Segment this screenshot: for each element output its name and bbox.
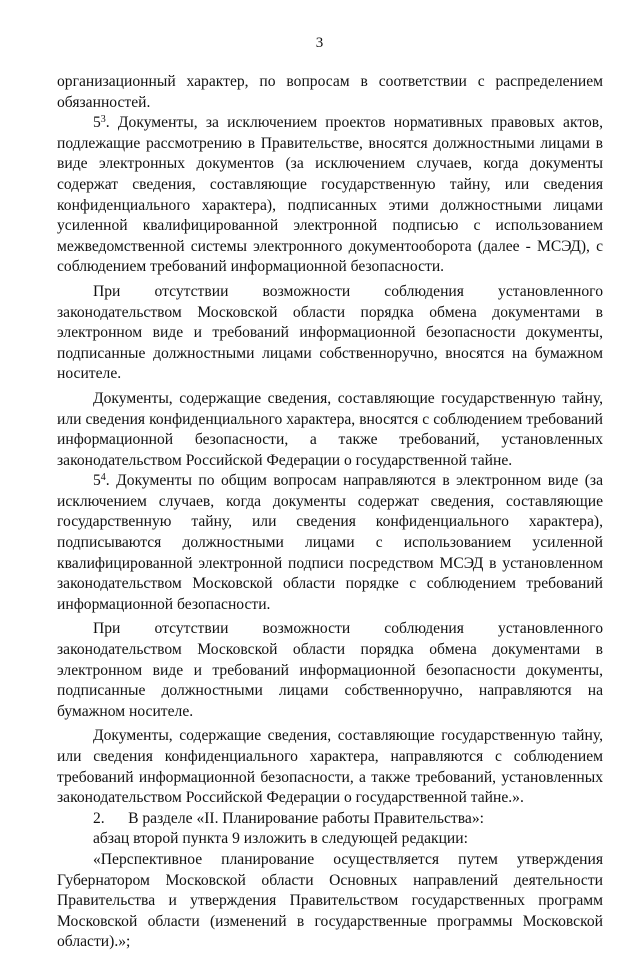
item-superscript: 4 — [100, 472, 106, 484]
paragraph — [57, 389, 603, 471]
paragraph-text: абзац второй пункта 9 изложить в следующей редакции: — [93, 830, 468, 848]
paragraph-text: Документы, содержащие сведения, составляющие государственную тайну, или сведения конфиденциального характера, направляются с соблюдением требований информационной безопасности, а также требований, установленных законодательством Российской Федерации о государственной тайне.». — [57, 727, 603, 807]
paragraph-text: 2. В разделе «II. Планирование работы Правительства»: — [93, 809, 484, 827]
paragraph-text: При отсутствии возможности соблюдения установленного законодательством Московской области порядка обмена документами в электронном виде и требований информационной безопасности документы, подписанные должностными лицами собственноручно, вносятся на бумажном носителе. — [57, 282, 603, 383]
item-number: 5 — [93, 472, 101, 490]
page-number: 3 — [315, 35, 324, 51]
paragraph-text: . Документы, за исключением проектов нормативных правовых актов, подлежащие рассмотрению в Правительстве, вносятся должностными лицами в виде электронных документов (за исключением случаев, когда документы содержат сведения, составляющие государственную тайну, или сведения конфиденциального характера), подписанных этими должностными лицами усиленной квалифицированной электронной подписью с использованием межведомственной системы электронного документооборота (далее - МСЭД), с соблюдением требований информационной безопасности. — [57, 114, 603, 276]
paragraph-continuation — [57, 72, 603, 113]
paragraph-text: При отсутствии возможности соблюдения установленного законодательством Московской области порядка обмена документами в электронном виде и требований информационной безопасности документы, подписанные должностными лицами собственноручно, направляются на бумажном носителе. — [57, 620, 603, 720]
item-superscript: 3 — [100, 114, 106, 126]
paragraph-item-5-4 — [57, 471, 603, 615]
paragraph-text: . Документы по общим вопросам направляются в электронном виде (за исключением случаев, когда документы содержат сведения, составляющие государственную тайну, или сведения конфиденциального характера), подписываются должностными лицами с использованием усиленной квалифицированной электронной подписи посредством МСЭД в установленном законодательством Московской области порядке с соблюдением требований информационной безопасности. — [57, 472, 603, 613]
quoted-paragraph — [57, 850, 603, 953]
document-body — [57, 72, 603, 953]
item-number: 5 — [93, 114, 101, 132]
paragraph — [57, 829, 603, 850]
paragraph-text: организационный характер, по вопросам в соответствии с распределением обязанностей. — [57, 73, 603, 111]
section-item-2 — [57, 809, 603, 830]
paragraph-text: Документы, содержащие сведения, составляющие государственную тайну, или сведения конфиденциального характера, вносятся с соблюдением требований информационной безопасности, а также требований, установленных законодательством Российской Федерации о государственной тайне. — [57, 389, 603, 469]
paragraph-item-5-3 — [57, 113, 603, 278]
paragraph — [57, 282, 603, 385]
paragraph — [57, 726, 603, 808]
paragraph — [57, 619, 603, 722]
paragraph-text: «Перспективное планирование осуществляется путем утверждения Губернатором Московской области Основных направлений деятельности Правительства и утверждения Правительством государственных программ Московской области (изменений в государственные программы Московской области).»; — [57, 850, 603, 951]
